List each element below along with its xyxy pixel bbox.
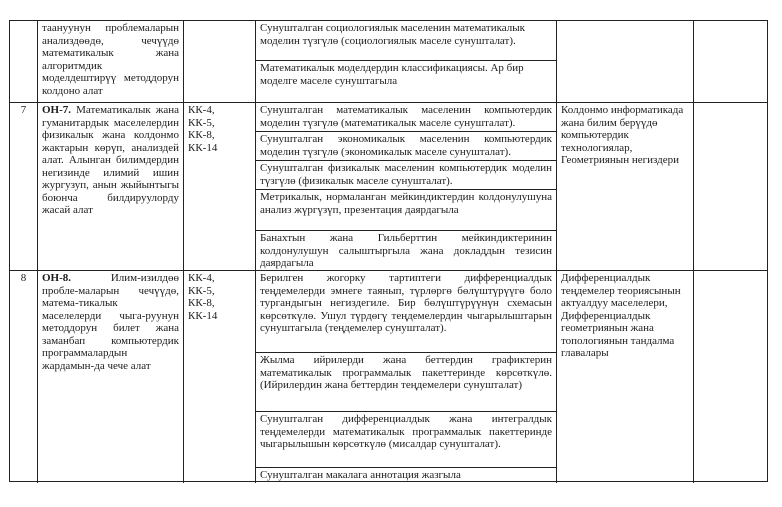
outcome-cell [38, 271, 184, 483]
tasks-cell [256, 103, 557, 270]
row-number-cell [10, 21, 38, 102]
competency-code: КК-4, [188, 272, 215, 284]
task-cell: Сунушталган математикалык маселенин компьютердик моделин түзгүлө (математикалык маселе сунушталат). [256, 103, 556, 132]
topics-cell [557, 103, 694, 270]
row-number-cell: 8 [10, 271, 38, 483]
outcome-text: Илим-изилдөө пробле-маларын чечүүдө, матема-тикалык маселелерди чыга-руунун методдорун билет жана заманбап компьютердик программалардын жардамын-да чече алат [42, 272, 179, 372]
competency-code: КК-14 [188, 141, 218, 154]
curriculum-table [9, 20, 768, 482]
competency-codes-cell [184, 271, 256, 483]
task-cell: Сунушталган физикалык маселенин компьютердик моделин түзгүлө (физикалык маселе сунушталат). [256, 161, 556, 190]
task-cell: Жылма ийрилерди жана беттердин графиктерин математикалык программалык пакеттеринде көрсөткүлө. (Ийрилердин жана беттердин теңдемелери сунушталат) [256, 353, 556, 412]
task-cell: Сунушталган экономикалык маселенин компьютердик моделин түзгүлө (экономикалык маселе сунушталат). [256, 132, 556, 161]
tasks-cell [256, 271, 557, 483]
competency-codes-cell [184, 21, 256, 102]
table-row [10, 271, 767, 483]
topics-text: Дифференциалдык теңдемелер теориясынын актуалдуу маселелери, Дифференциалдык геометриянын жана топологиянын тандалма главалары [561, 272, 681, 359]
table-row [10, 21, 767, 103]
empty-cell [694, 271, 767, 483]
task-cell: Банахтын жана Гильберттин мейкиндиктеринин колдонулушун салыштыргыла жана докладдын тезисин даярдагыла [260, 232, 552, 269]
empty-cell [694, 103, 767, 270]
competency-code: КК-5, [188, 284, 215, 297]
outcome-code-label: ОН-7. [42, 104, 72, 116]
task-cell: Математикалык моделдердин классификациясы. Ар бир моделге маселе сунуштагыла [260, 62, 524, 87]
outcome-cell [38, 21, 184, 102]
competency-code: КК-5, [188, 116, 215, 129]
topics-cell [557, 21, 694, 102]
topics-cell [557, 271, 694, 483]
topics-text: Колдонмо информатикада жана билим берүүдө компьютердик технологиялар, Геометриянын негиздери [561, 104, 684, 166]
task-cell: Сунушталган дифференциалдык жана интегралдык теңдемелерди математикалык программалык пакеттеринде чыгарылышын көрсөткүлө (мисалдар сунушталат). [256, 412, 556, 468]
outcome-cell [38, 103, 184, 270]
task-cell: Сунушталган социологиялык маселенин математикалык моделин түзгүлө (социологиялык маселе сунушталат). [256, 21, 556, 61]
outcome-text: Математикалык жана гуманитардык маселелердин физикалык жана колдонмо жактарын көрүп, анализдей алат. Алынган билимдердин негизинде илимий ишин жургузуп, анын жыйынтыгы боюнча билдируулорду жасай алат [42, 104, 179, 216]
table-row [10, 103, 767, 271]
task-cell: Сунушталган макалага аннотация жазгыла [260, 469, 461, 481]
competency-code: КК-8, [188, 129, 215, 141]
empty-cell [694, 21, 767, 102]
competency-code: КК-14 [188, 309, 218, 322]
task-cell: Берилген жогорку тартиптеги дифференциалдык теңдемелерди эмнеге таянып, түрлөргө бөлүштүрүүгө боло тургандыгын негиздегиле. Бир бөлүштүрүүнүн схемасын көрсөткүлө. Ушул түрдөгү теңдемелердин чыгарылыштарын сунуштагыла (теңдемелер сунушталат). [256, 271, 556, 353]
competency-codes-cell [184, 103, 256, 270]
row-number-cell: 7 [10, 103, 38, 270]
tasks-cell [256, 21, 557, 102]
competency-code: КК-4, [188, 104, 215, 116]
competency-code: КК-8, [188, 297, 215, 309]
outcome-code-label: ОН-8. [42, 272, 72, 284]
task-cell: Метрикалык, нормаланган мейкиндиктердин колдонулушуна анализ жүргүзүп, презентация даярдагыла [256, 190, 556, 231]
outcome-text: таануунун проблемаларын анализдөөдө, чечүүдө математикалык жана алгоритмдик моделдештирүү методдорун колдоно алат [42, 22, 179, 97]
